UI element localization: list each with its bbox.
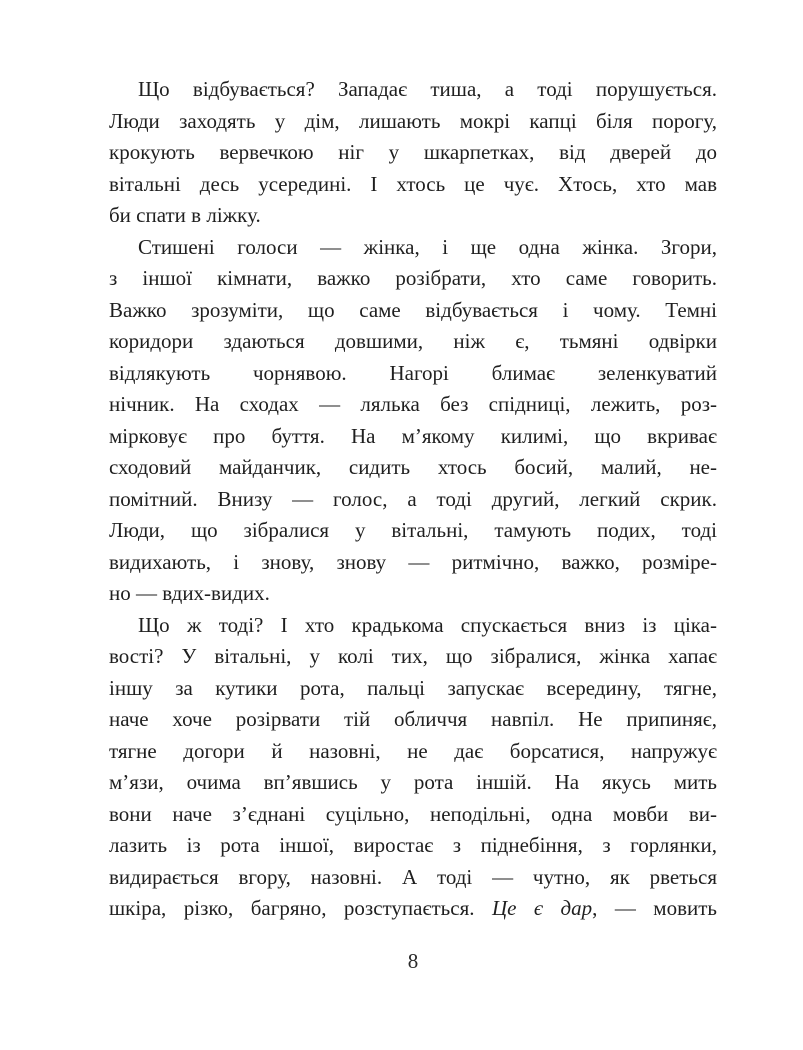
text-line bbox=[109, 893, 717, 925]
text-segment: тягне догори й назовні, не дає борсатися, напружує bbox=[109, 738, 717, 763]
text-segment: відлякують чорнявою. Нагорі блимає зеленкуватий bbox=[109, 360, 717, 385]
text-line bbox=[109, 169, 717, 201]
text-segment: но — вдих-видих. bbox=[109, 581, 270, 605]
text-segment: наче хоче розірвати тій обличчя навпіл. Не припиняє, bbox=[109, 707, 717, 731]
text-line bbox=[109, 484, 717, 516]
text-line bbox=[109, 799, 717, 831]
text-line bbox=[109, 610, 717, 642]
text-segment: вітальні десь усередині. І хтось це чує. Хтось, хто мав bbox=[109, 171, 717, 196]
text-segment: з іншої кімнати, важко розібрати, хто саме говорить. bbox=[109, 266, 717, 290]
text-block bbox=[109, 74, 717, 925]
text-segment: нічник. На сходах — лялька без спідниці, лежить, роз- bbox=[109, 392, 717, 416]
text-segment: сходовий майданчик, сидить хтось босий, малий, не- bbox=[109, 455, 717, 479]
text-line bbox=[109, 263, 717, 295]
text-line bbox=[109, 200, 717, 232]
italic-phrase: Це є дар bbox=[491, 896, 593, 920]
text-segment: мірковує про буття. На м’якому килимі, що вкриває bbox=[109, 423, 717, 448]
paragraph bbox=[109, 610, 717, 925]
text-line bbox=[109, 389, 717, 421]
text-line bbox=[109, 421, 717, 453]
text-line bbox=[109, 232, 717, 264]
text-segment: Стишені голоси — жінка, і ще одна жінка. Згори, bbox=[138, 234, 717, 259]
text-segment: Люди, що зібралися у вітальні, тамують подих, тоді bbox=[109, 518, 717, 542]
text-segment: Люди заходять у дім, лишають мокрі капці біля порогу, bbox=[109, 108, 717, 133]
text-segment: шкіра, різко, багряно, розступається. bbox=[109, 896, 492, 920]
text-line bbox=[109, 767, 717, 799]
text-segment: помітний. Внизу — голос, а тоді другий, легкий скрик. bbox=[109, 486, 717, 511]
text-segment: би спати в ліжку. bbox=[109, 203, 261, 227]
text-segment: м’язи, очима вп’явшись у рота іншій. На якусь мить bbox=[109, 770, 717, 794]
text-line bbox=[109, 704, 717, 736]
text-line bbox=[109, 515, 717, 547]
text-segment: вості? У вітальні, у колі тих, що зібралися, жінка хапає bbox=[109, 644, 717, 668]
text-line bbox=[109, 106, 717, 138]
text-line bbox=[109, 673, 717, 705]
page-number: 8 bbox=[407, 949, 419, 973]
text-line bbox=[109, 862, 717, 894]
text-segment: видихають, і знову, знову — ритмічно, важко, розміре- bbox=[109, 549, 717, 574]
text-line bbox=[109, 547, 717, 579]
text-segment: крокують вервечкою ніг у шкарпетках, від дверей до bbox=[109, 140, 717, 164]
text-line bbox=[109, 358, 717, 390]
text-segment: Що ж тоді? І хто крадькома спускається вниз із ціка- bbox=[138, 612, 717, 637]
text-segment: іншу за кутики рота, пальці запускає всередину, тягне, bbox=[109, 675, 717, 700]
text-segment: , — мовить bbox=[592, 896, 717, 920]
text-line bbox=[109, 830, 717, 862]
text-line bbox=[109, 74, 717, 106]
text-line bbox=[109, 137, 717, 169]
paragraph bbox=[109, 74, 717, 232]
text-segment: Що відбувається? Западає тиша, а тоді порушується. bbox=[138, 77, 717, 101]
text-segment: вони наче з’єднані суцільно, неподільні, одна мовби ви- bbox=[109, 801, 717, 826]
text-segment: видирається вгору, назовні. А тоді — чутно, як рветься bbox=[109, 864, 717, 889]
text-line bbox=[109, 736, 717, 768]
text-line bbox=[109, 295, 717, 327]
text-line bbox=[109, 326, 717, 358]
text-line bbox=[109, 578, 717, 610]
text-segment: Важко зрозуміти, що саме відбувається і чому. Темні bbox=[109, 297, 717, 322]
text-segment: лазить із рота іншої, виростає з піднебіння, з горлянки, bbox=[109, 833, 717, 857]
paragraph bbox=[109, 232, 717, 610]
text-segment: коридори здаються довшими, ніж є, тьмяні одвірки bbox=[109, 329, 717, 353]
text-line bbox=[109, 452, 717, 484]
text-line bbox=[109, 641, 717, 673]
